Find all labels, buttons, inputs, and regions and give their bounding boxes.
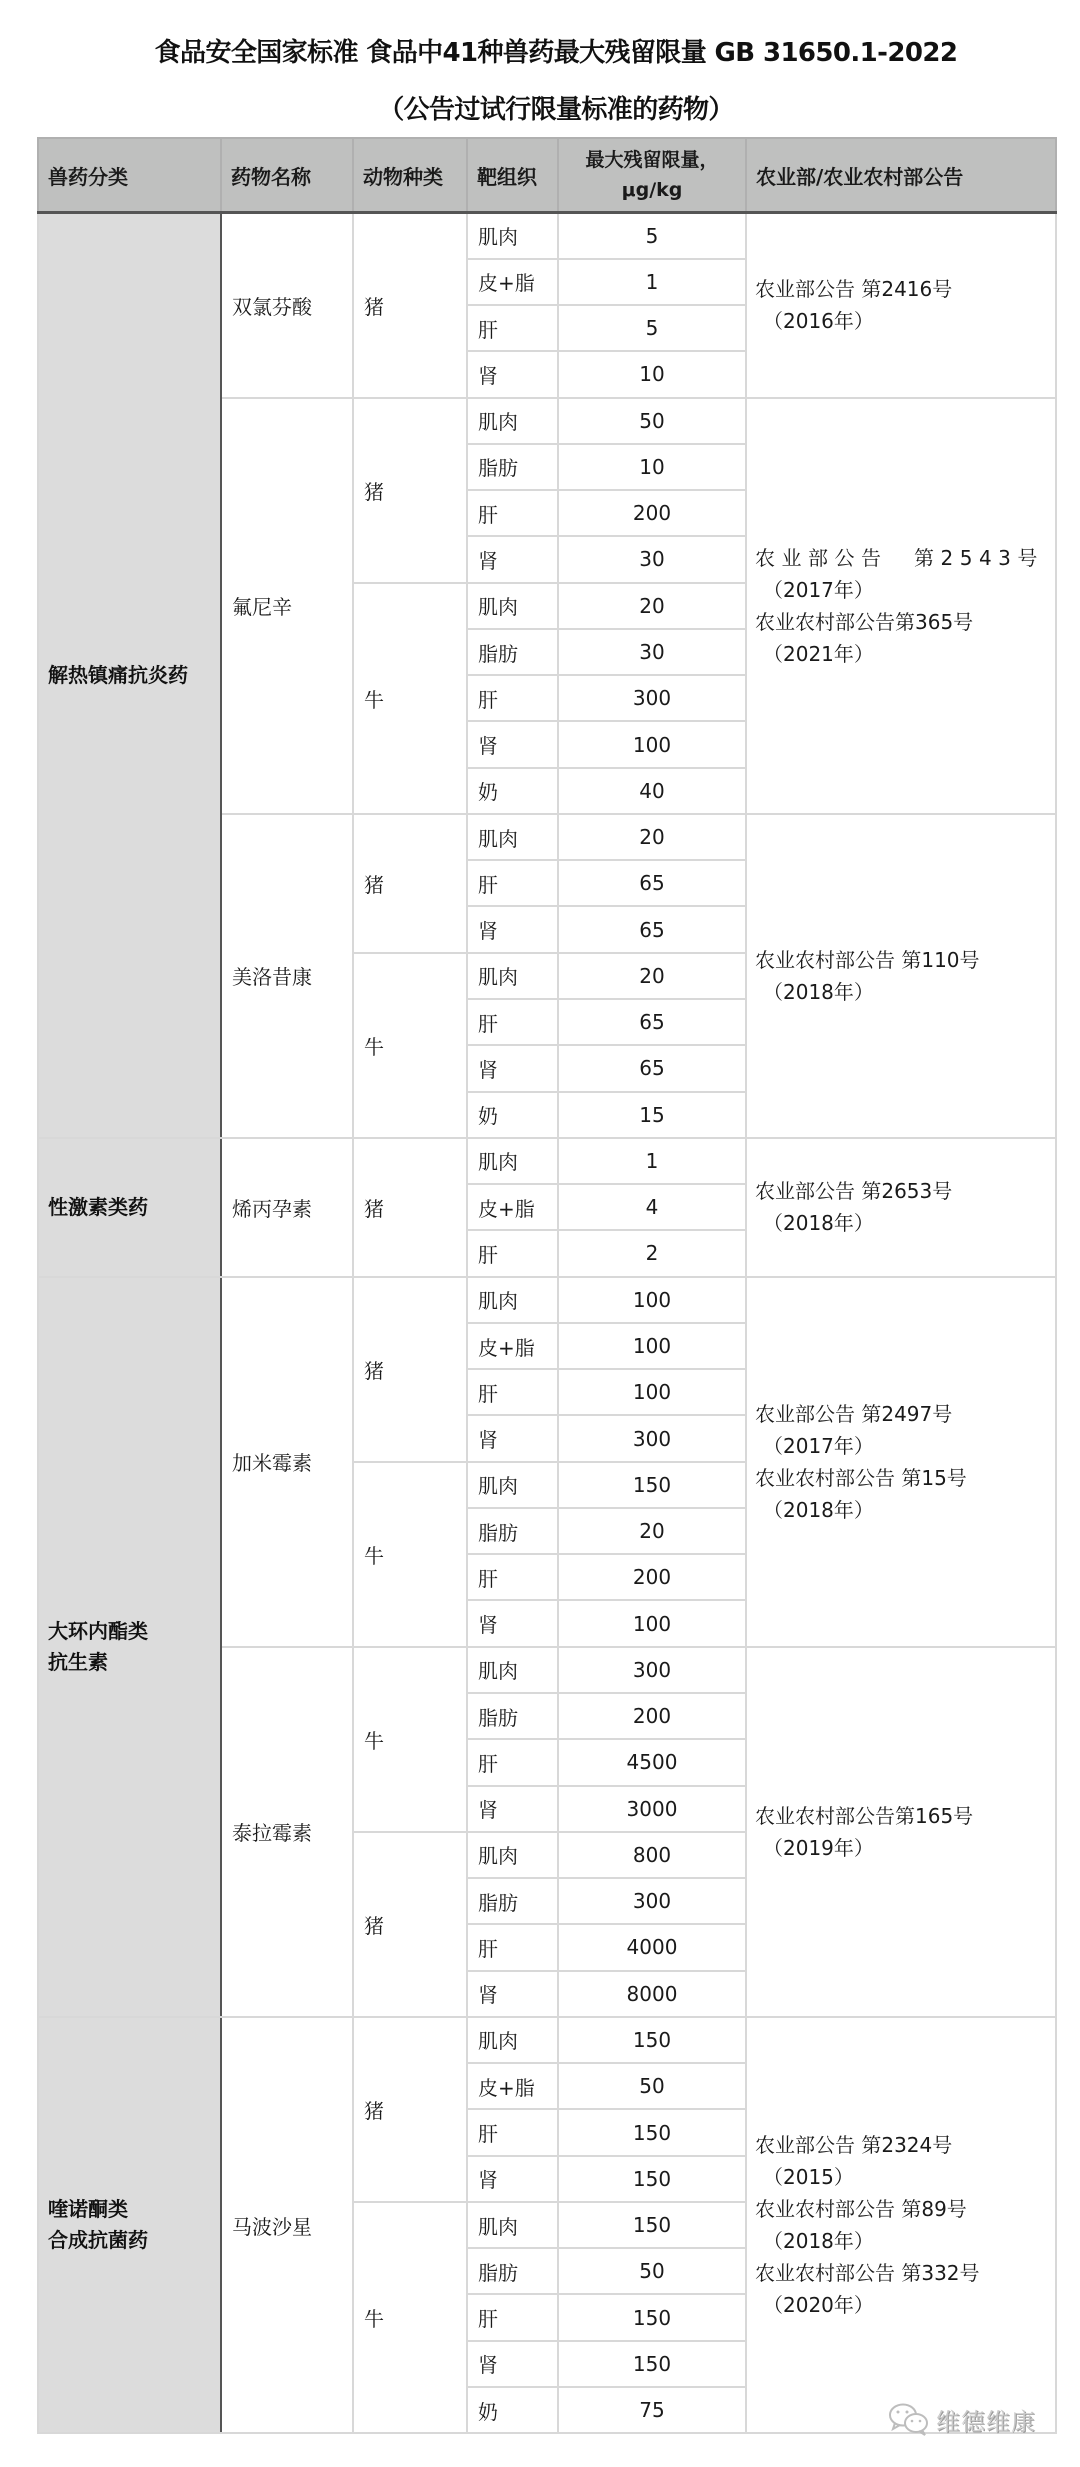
mrl-value-cell: 10: [558, 444, 746, 490]
notice-line: （2018年）: [763, 979, 874, 1004]
notice-cell: [746, 1647, 1056, 2017]
mrl-value-cell: 100: [558, 1369, 746, 1415]
header-notice: 农业部/农业农村部公告: [746, 138, 1056, 213]
tissue-cell: 肌肉: [467, 213, 558, 259]
notice-line: 农业部公告 第2653号: [755, 1179, 953, 1204]
tissue-cell: 奶: [467, 2387, 558, 2433]
tissue-cell: 肌肉: [467, 953, 558, 999]
animal-cell: 猪: [353, 1138, 467, 1277]
drug-name-cell: 烯丙孕素: [221, 1138, 353, 1277]
notice-line: （2018年）: [763, 1497, 874, 1522]
mrl-value-cell: 4000: [558, 1924, 746, 1970]
animal-cell: 猪: [353, 1832, 467, 2017]
mrl-value-cell: 150: [558, 2156, 746, 2202]
mrl-value-cell: 20: [558, 1508, 746, 1554]
header-animal: 动物种类: [353, 138, 467, 213]
header-mrl: [558, 138, 746, 213]
table-header-row: [38, 138, 1056, 213]
tissue-cell: 肝: [467, 1369, 558, 1415]
tissue-cell: 皮+脂: [467, 2063, 558, 2109]
mrl-value-cell: 200: [558, 1554, 746, 1600]
tissue-cell: 肝: [467, 1554, 558, 1600]
mrl-value-cell: 10: [558, 351, 746, 397]
tissue-cell: 肝: [467, 1924, 558, 1970]
header-drug-name: 药物名称: [221, 138, 353, 213]
tissue-cell: 肝: [467, 490, 558, 536]
drug-name-cell: 美洛昔康: [221, 814, 353, 1138]
mrl-value-cell: 65: [558, 999, 746, 1045]
mrl-value-cell: 8000: [558, 1971, 746, 2017]
tissue-cell: 脂肪: [467, 2248, 558, 2294]
watermark: [888, 2401, 1036, 2437]
mrl-value-cell: 100: [558, 721, 746, 767]
mrl-value-cell: 150: [558, 2017, 746, 2063]
mrl-value-cell: 1: [558, 259, 746, 305]
animal-cell: 牛: [353, 953, 467, 1138]
category-cell: [38, 1277, 221, 2017]
notice-line: （2015）: [763, 2165, 854, 2190]
notice-cell: [746, 398, 1056, 814]
table-row: [38, 1138, 1056, 1184]
notice-line: 农业农村部公告 第332号: [755, 2261, 980, 2286]
mrl-value-cell: 40: [558, 768, 746, 814]
category-label: 抗生素: [48, 1649, 108, 1674]
category-label: 合成抗菌药: [48, 2228, 148, 2253]
tissue-cell: 皮+脂: [467, 1323, 558, 1369]
notice-line: 农业部公告 第2543号: [755, 545, 1044, 570]
tissue-cell: 肌肉: [467, 2017, 558, 2063]
tissue-cell: 肌肉: [467, 1138, 558, 1184]
mrl-value-cell: 20: [558, 814, 746, 860]
category-cell: [38, 213, 221, 1138]
mrl-value-cell: 150: [558, 2341, 746, 2387]
tissue-cell: 肾: [467, 1971, 558, 2017]
notice-line: （2021年）: [763, 641, 874, 666]
mrl-value-cell: 100: [558, 1600, 746, 1646]
category-label: 解热镇痛抗炎药: [48, 662, 188, 687]
notice-line: 农业农村部公告第365号: [755, 609, 974, 634]
tissue-cell: 肾: [467, 1415, 558, 1461]
mrl-value-cell: 65: [558, 906, 746, 952]
mrl-value-cell: 2: [558, 1230, 746, 1276]
table-row: [38, 1277, 1056, 1323]
notice-line: 农业部公告 第2324号: [755, 2133, 953, 2158]
notice-cell: [746, 2017, 1056, 2433]
mrl-value-cell: 300: [558, 1878, 746, 1924]
tissue-cell: 肌肉: [467, 1277, 558, 1323]
mrl-value-cell: 30: [558, 536, 746, 582]
tissue-cell: 皮+脂: [467, 259, 558, 305]
animal-cell: 猪: [353, 2017, 467, 2202]
mrl-value-cell: 300: [558, 1647, 746, 1693]
tissue-cell: 肾: [467, 536, 558, 582]
tissue-cell: 肾: [467, 721, 558, 767]
header-category: 兽药分类: [38, 138, 221, 213]
category-cell: [38, 2017, 221, 2433]
mrl-value-cell: 1: [558, 1138, 746, 1184]
notice-line: 农业农村部公告第165号: [755, 1803, 974, 1828]
drug-name-cell: 马波沙星: [221, 2017, 353, 2433]
mrl-value-cell: 15: [558, 1092, 746, 1138]
mrl-value-cell: 800: [558, 1832, 746, 1878]
tissue-cell: 肾: [467, 351, 558, 397]
mrl-value-cell: 150: [558, 2202, 746, 2248]
category-cell: [38, 1138, 221, 1277]
tissue-cell: 肝: [467, 999, 558, 1045]
tissue-cell: 脂肪: [467, 1693, 558, 1739]
tissue-cell: 肌肉: [467, 1462, 558, 1508]
category-label: 性激素类药: [48, 1194, 148, 1219]
document-subtitle: （公告过试行限量标准的药物）: [378, 95, 734, 125]
mrl-value-cell: 150: [558, 2109, 746, 2155]
animal-cell: 猪: [353, 398, 467, 583]
tissue-cell: 脂肪: [467, 1508, 558, 1554]
drug-name-cell: 双氯芬酸: [221, 213, 353, 398]
notice-cell: [746, 814, 1056, 1138]
tissue-cell: 肝: [467, 1230, 558, 1276]
drug-name-cell: 氟尼辛: [221, 398, 353, 814]
tissue-cell: 奶: [467, 768, 558, 814]
tissue-cell: 肌肉: [467, 2202, 558, 2248]
tissue-cell: 肌肉: [467, 583, 558, 629]
mrl-value-cell: 30: [558, 629, 746, 675]
animal-cell: 猪: [353, 213, 467, 398]
mrl-value-cell: 20: [558, 583, 746, 629]
header-mrl-label: 最大残留限量，: [585, 149, 719, 171]
header-mrl-unit: μg/kg: [621, 179, 683, 201]
tissue-cell: 肾: [467, 1786, 558, 1832]
notice-line: 农业农村部公告 第110号: [755, 947, 980, 972]
drug-name-cell: 泰拉霉素: [221, 1647, 353, 2017]
notice-line: 农业部公告 第2416号: [755, 277, 953, 302]
mrl-value-cell: 100: [558, 1277, 746, 1323]
notice-line: （2019年）: [763, 1835, 874, 1860]
mrl-value-cell: 300: [558, 675, 746, 721]
table-row: [38, 2017, 1056, 2063]
tissue-cell: 肾: [467, 2156, 558, 2202]
mrl-value-cell: 50: [558, 398, 746, 444]
tissue-cell: 脂肪: [467, 1878, 558, 1924]
notice-line: （2017年）: [763, 577, 874, 602]
animal-cell: 牛: [353, 1647, 467, 1832]
tissue-cell: 脂肪: [467, 629, 558, 675]
tissue-cell: 奶: [467, 1092, 558, 1138]
table-row: [38, 213, 1056, 259]
mrl-value-cell: 3000: [558, 1786, 746, 1832]
animal-cell: 牛: [353, 1462, 467, 1647]
notice-line: （2018年）: [763, 1211, 874, 1236]
notice-line: （2016年）: [763, 309, 874, 334]
tissue-cell: 肌肉: [467, 1647, 558, 1693]
tissue-cell: 肝: [467, 2109, 558, 2155]
animal-cell: 猪: [353, 1277, 467, 1462]
mrl-value-cell: 4500: [558, 1739, 746, 1785]
animal-cell: 牛: [353, 583, 467, 814]
tissue-cell: 肝: [467, 860, 558, 906]
notice-cell: [746, 1277, 1056, 1647]
drug-name-cell: 加米霉素: [221, 1277, 353, 1647]
watermark-text: 维德维康: [936, 2407, 1036, 2436]
mrl-value-cell: 50: [558, 2063, 746, 2109]
notice-line: （2018年）: [763, 2229, 874, 2254]
tissue-cell: 肾: [467, 906, 558, 952]
mrl-value-cell: 4: [558, 1184, 746, 1230]
category-label: 大环内酯类: [48, 1618, 148, 1643]
mrl-value-cell: 65: [558, 860, 746, 906]
tissue-cell: 肾: [467, 1045, 558, 1091]
tissue-cell: 肾: [467, 1600, 558, 1646]
tissue-cell: 肌肉: [467, 1832, 558, 1878]
wechat-icon: [888, 2402, 930, 2436]
tissue-cell: 皮+脂: [467, 1184, 558, 1230]
notice-cell: [746, 213, 1056, 398]
tissue-cell: 肝: [467, 1739, 558, 1785]
mrl-value-cell: 75: [558, 2387, 746, 2433]
mrl-value-cell: 65: [558, 1045, 746, 1091]
tissue-cell: 肝: [467, 2294, 558, 2340]
mrl-value-cell: 100: [558, 1323, 746, 1369]
mrl-value-cell: 300: [558, 1415, 746, 1461]
tissue-cell: 肝: [467, 675, 558, 721]
mrl-value-cell: 150: [558, 1462, 746, 1508]
mrl-value-cell: 200: [558, 1693, 746, 1739]
tissue-cell: 肌肉: [467, 814, 558, 860]
table-body: [38, 213, 1056, 2434]
mrl-value-cell: 5: [558, 305, 746, 351]
mrl-value-cell: 150: [558, 2294, 746, 2340]
notice-cell: [746, 1138, 1056, 1277]
tissue-cell: 肌肉: [467, 398, 558, 444]
notice-line: 农业农村部公告 第89号: [755, 2197, 967, 2222]
mrl-table: [37, 137, 1057, 2434]
tissue-cell: 脂肪: [467, 444, 558, 490]
notice-line: 农业部公告 第2497号: [755, 1401, 953, 1426]
tissue-cell: 肝: [467, 305, 558, 351]
notice-line: （2017年）: [763, 1433, 874, 1458]
header-tissue: 靶组织: [467, 138, 558, 213]
animal-cell: 猪: [353, 814, 467, 953]
mrl-value-cell: 200: [558, 490, 746, 536]
mrl-value-cell: 20: [558, 953, 746, 999]
document-title: 食品安全国家标准 食品中41种兽药最大残留限量 GB 31650.1-2022: [154, 38, 958, 68]
mrl-value-cell: 50: [558, 2248, 746, 2294]
notice-line: （2020年）: [763, 2293, 874, 2318]
category-label: 喹诺酮类: [48, 2197, 128, 2222]
notice-line: 农业农村部公告 第15号: [755, 1465, 967, 1490]
mrl-value-cell: 5: [558, 213, 746, 259]
animal-cell: 牛: [353, 2202, 467, 2433]
tissue-cell: 肾: [467, 2341, 558, 2387]
